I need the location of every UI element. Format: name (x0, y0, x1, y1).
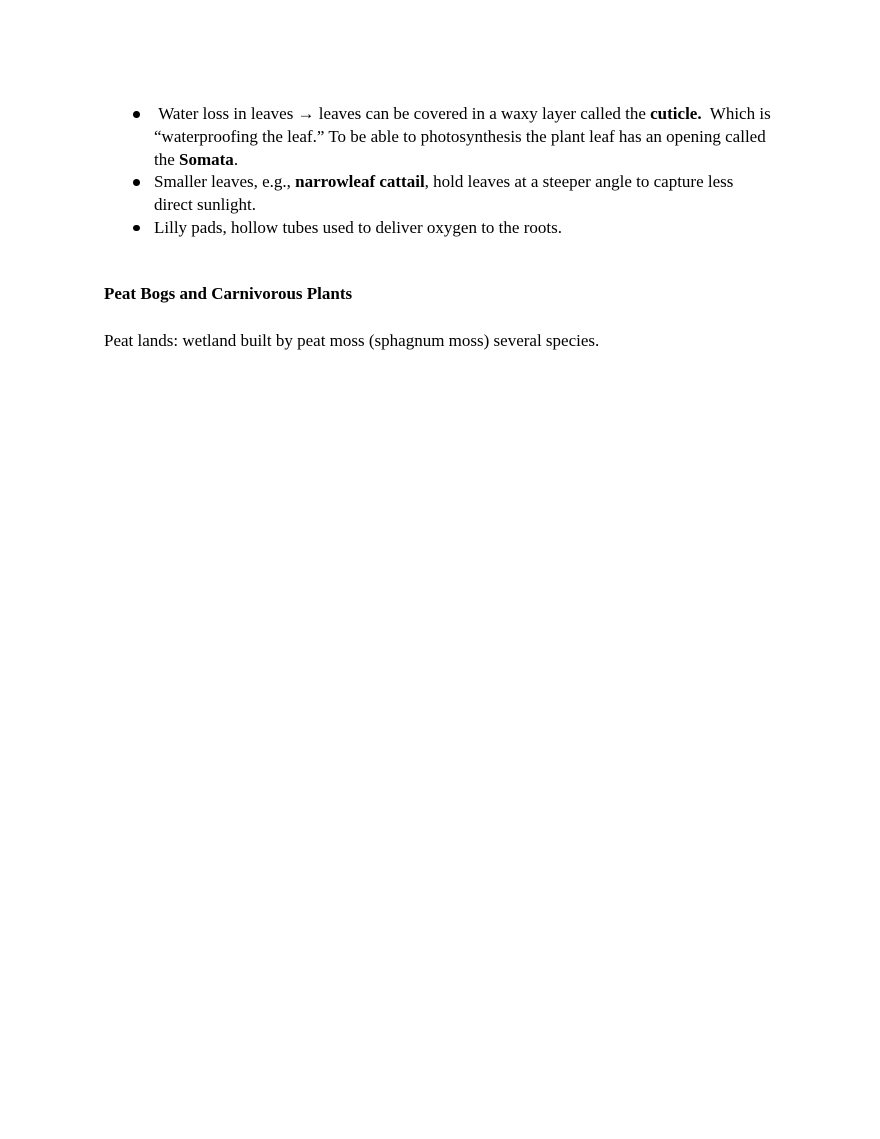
text-segment: Water loss in leaves → leaves can be covered in a waxy layer called the (154, 104, 651, 123)
bullet-icon (133, 225, 140, 232)
bullet-icon (133, 111, 140, 118)
section-heading: Peat Bogs and Carnivorous Plants (104, 283, 353, 303)
text-segment: , hold leaves at a steeper angle to capture less direct sunlight. (154, 172, 738, 215)
text-segment: Which is “waterproofing the leaf.” To be able to photosynthesis the plant leaf has an opening called the (154, 104, 775, 169)
bullet-list (104, 103, 774, 240)
text-segment-bold: narrowleaf cattail (295, 172, 425, 192)
body-paragraph: Peat lands: wetland built by peat moss (sphagnum moss) several species. (104, 330, 600, 350)
text-segment: Smaller leaves, e.g., (154, 172, 296, 192)
text-segment: . (233, 149, 239, 169)
text-segment: Lilly pads, hollow tubes used to deliver oxygen to the roots. (154, 217, 562, 237)
document-content (0, 0, 880, 352)
list-item (104, 217, 774, 240)
bullet-icon (133, 179, 140, 186)
text-segment-bold: Somata (179, 149, 234, 169)
text-segment-bold: cuticle. (650, 104, 702, 123)
list-item (104, 171, 774, 217)
list-item (104, 103, 774, 171)
